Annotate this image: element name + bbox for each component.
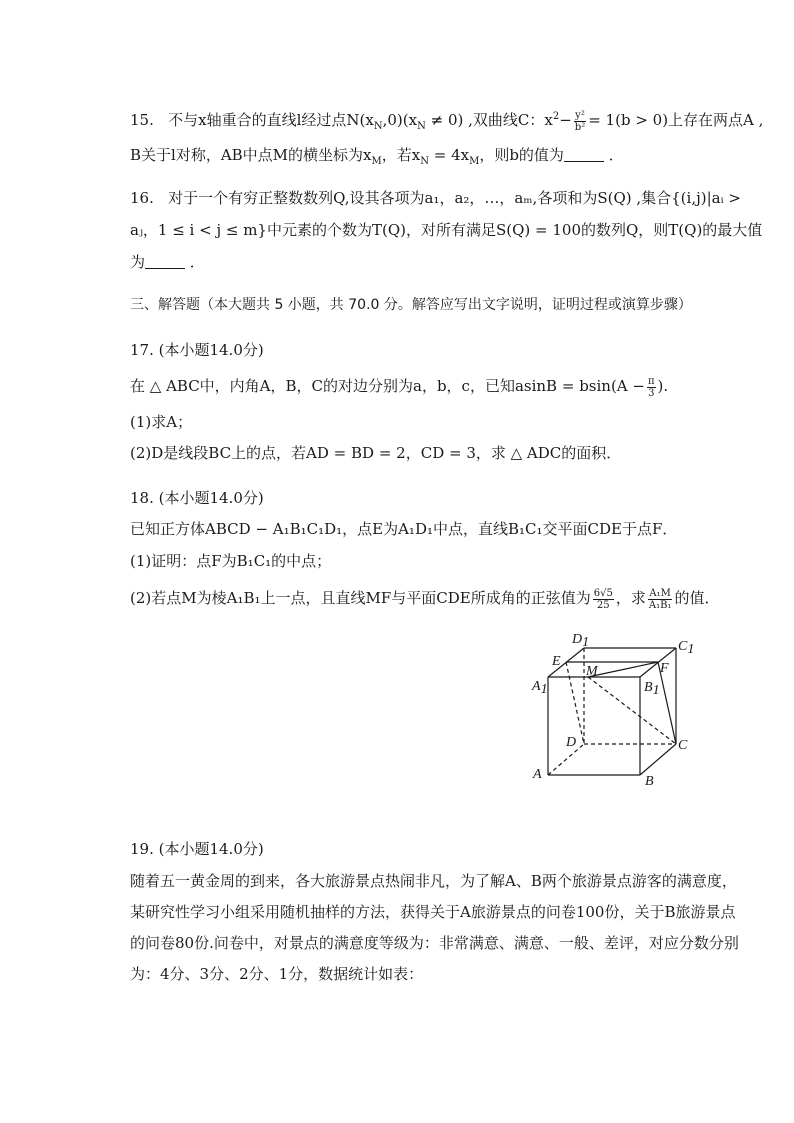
q15-sub-2f: M [469, 156, 480, 167]
q15-text-2e: = 4x [428, 146, 470, 164]
line-ed [566, 662, 584, 744]
label-a1: A1 [532, 679, 548, 697]
edge-bc [640, 744, 676, 775]
q18-part2 [130, 587, 719, 611]
label-m: M [586, 664, 598, 679]
q15-text-2h: ． [608, 146, 624, 164]
label-a: A [533, 767, 542, 782]
q17-frac-den: 3 [648, 387, 655, 399]
q16-line3 [130, 251, 205, 273]
q15-number: 15. [130, 111, 154, 129]
q15-fraction [574, 110, 586, 133]
q15-text-2g: ，则b的值为 [479, 146, 564, 164]
q18-text-2a: (2)若点M为棱A₁B₁上一点，且直线MF与平面CDE所成角的正弦值为 [130, 589, 591, 607]
q17-frac-num: π [647, 375, 655, 387]
q16-number: 16. [130, 189, 154, 207]
label-c: C [678, 738, 688, 753]
q16-line2 [130, 219, 762, 241]
q19-line2: 某研究性学习小组采用随机抽样的方法，获得关于A旅游景点的问卷100份，关于B旅游景点 [130, 903, 736, 921]
q16-text-2: aⱼ，1 ≤ i < j ≤ m}中元素的个数为T(Q)，对所有满足S(Q) = 100的数列Q，则T(Q)的最大值 [130, 221, 763, 239]
q18-text-2b: ，求 [615, 589, 646, 607]
q17-part2: (2)D是线段BC上的点，若AD = BD = 2，CD = 3，求 △ ADC的面积． [130, 444, 622, 462]
q15-frac-num: y² [575, 109, 585, 121]
cube-figure [520, 628, 700, 790]
q15-sub-1b: N [373, 121, 383, 132]
line-mf [588, 662, 658, 677]
q15-text-2c: ，若x [381, 146, 421, 164]
q15-sup-1f: 2 [552, 111, 560, 122]
label-c1: C1 [678, 639, 695, 657]
line-mc [588, 677, 676, 744]
q16-line1 [130, 187, 741, 209]
q15-text-2a: B关于l对称，AB中点M的横坐标为x [130, 146, 372, 164]
q16-text-3a: 为 [130, 253, 146, 271]
label-d1: D1 [572, 632, 590, 650]
q19-line3: 的问卷80份.问卷中，对景点的满意度等级为：非常满意、满意、一般、差评，对应分数分别 [130, 934, 739, 952]
q18-fraction-1 [593, 588, 614, 611]
q15-text-1g: − [559, 111, 572, 129]
q15-sub-2d: N [420, 156, 429, 167]
label-b1: B1 [644, 680, 660, 698]
label-b: B [645, 774, 654, 789]
q19-head: 19. (本小题14.0分) [130, 840, 264, 858]
q15-text-1h: = 1(b > 0)上存在两点A , [588, 111, 764, 129]
q18-frac1-den: 25 [596, 599, 610, 611]
label-d: D [566, 735, 577, 750]
q16-text-3b: ． [189, 253, 205, 271]
q19-line1: 随着五一黄金周的到来，各大旅游景点热闹非凡，为了解A、B两个旅游景点游客的满意度， [130, 872, 737, 890]
q17-part1: (1)求A； [130, 413, 193, 431]
q18-line1: 已知正方体ABCD − A₁B₁C₁D₁，点E为A₁D₁中点，直线B₁C₁交平面CDE于点F． [130, 520, 678, 538]
q16-text-1: 对于一个有穷正整数数列Q,设其各项为a₁，a₂，…，aₘ,各项和为S(Q) ,集合{(i,j)|aᵢ > [168, 189, 741, 207]
q18-head: 18. (本小题14.0分) [130, 489, 264, 507]
label-e: E [552, 654, 561, 669]
q17-text-1b: ). [657, 377, 669, 395]
q15-line2 [130, 144, 624, 173]
q17-text-1a: 在 △ ABC中，内角A，B，C的对边分别为a，b，c，已知asinB = bsin(A − [130, 377, 645, 395]
q19-line4: 为：4分、3分、2分、1分，数据统计如表： [130, 965, 424, 983]
section-3-heading: 三、解答题（本大题共 5 小题，共 70.0 分。解答应写出文字说明，证明过程或演算步骤） [130, 297, 692, 313]
q18-part1: (1)证明：点F为B₁C₁的中点； [130, 552, 332, 570]
q15-text-1e: ≠ 0) ,双曲线C：x [425, 111, 553, 129]
q15-text-1a: 不与x轴重合的直线l经过点N(x [168, 111, 374, 129]
q18-frac2-num: A₁M [649, 587, 671, 599]
q18-fraction-2 [648, 588, 673, 611]
label-f: F [660, 661, 669, 676]
q18-frac2-den: A₁B₁ [648, 599, 672, 611]
q17-line1 [130, 375, 668, 399]
q18-frac1-num: 6√5 [593, 587, 613, 599]
q15-frac-den: b² [574, 121, 586, 133]
q17-head: 17. (本小题14.0分) [130, 341, 264, 359]
q17-fraction [647, 376, 656, 399]
q15-sub-2b: M [371, 156, 382, 167]
q15-answer-blank[interactable] [564, 147, 604, 162]
q16-answer-blank[interactable] [145, 254, 185, 269]
q18-text-2c: 的值． [674, 589, 720, 607]
q15-text-1c: ,0)(x [382, 111, 418, 129]
q15-line1 [130, 106, 763, 138]
q15-sub-1d: N [417, 121, 426, 132]
